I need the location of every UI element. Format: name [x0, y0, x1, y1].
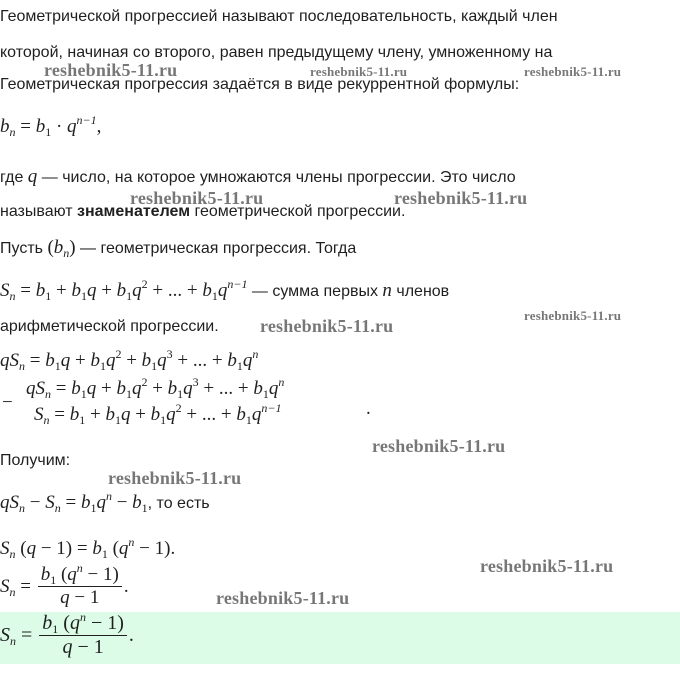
- watermark: reshebnik5-11.ru: [372, 436, 506, 456]
- watermark: reshebnik5-11.ru: [524, 64, 622, 79]
- sum-post-pre: — сумма первых: [247, 283, 383, 300]
- explain-pre: где: [0, 169, 28, 186]
- let-pre: Пусть: [0, 240, 48, 257]
- fraction-1-period: .: [123, 575, 129, 597]
- recurrent-formula: $b_n = b_1 \cdot q^{n-1}$,: [0, 113, 102, 139]
- system-line-2: $S_n = b_1 + b_1q + b_1q^2$ + ... + $b_1q^{n-1}$: [34, 401, 282, 427]
- sum-post-post: членов: [391, 283, 450, 300]
- explain-line2-pre: называют: [0, 203, 78, 220]
- final-period: .: [128, 624, 134, 646]
- watermark: reshebnik5-11.ru: [108, 468, 242, 488]
- formula-comma: ,: [96, 116, 102, 137]
- denominator-term: знаменателем: [77, 203, 191, 220]
- let-line: [0, 237, 356, 259]
- final-fraction: $\frac{b_1 (q^n - 1)}{q - 1}$: [39, 612, 127, 659]
- system-period: .: [366, 398, 371, 419]
- watermark: reshebnik5-11.ru: [394, 188, 528, 208]
- watermark: reshebnik5-11.ru: [44, 60, 178, 80]
- result-mid: , то есть: [147, 495, 210, 512]
- difference-formula: $qS_n - S_n = b_1q^n - b_1$: [0, 489, 148, 515]
- qsn-formula: $qS_n = b_1q + b_1q^2 + b_1q^3$ + ... + $b_1q^n$: [0, 347, 259, 373]
- fraction-1: $\frac{b_1 (q^n - 1)}{q - 1}$: [38, 564, 122, 609]
- q-symbol: q: [27, 166, 38, 187]
- sum-definition-line-2: арифметической прогрессии.: [0, 318, 219, 335]
- sum-formula: $S_n = b_1 + b_1q + b_1q^2$ + ... + $b_1q^{n-1}$: [0, 277, 248, 303]
- watermark: reshebnik5-11.ru: [480, 556, 614, 576]
- watermark: reshebnik5-11.ru: [524, 308, 622, 323]
- n-symbol: n: [382, 280, 392, 301]
- minus-sign: −: [2, 392, 13, 413]
- watermark: reshebnik5-11.ru: [130, 188, 264, 208]
- final-formula: $S_n$ = $\frac{b_1 (q^n - 1)}{q - 1}$ .: [0, 610, 134, 658]
- explain-post: — число, на которое умножаются члены прогрессии. Это число: [37, 169, 516, 186]
- explain-line2-post: геометрической прогрессии.: [190, 203, 406, 220]
- obtained-label: Получим:: [0, 452, 71, 469]
- intro-line-1: Геометрической прогрессией называют последовательность, каждый член: [0, 8, 558, 25]
- watermark: reshebnik5-11.ru: [216, 588, 350, 608]
- intro-line-2: которой, начиная со второго, равен предыдущему члену, умноженному на: [0, 44, 553, 61]
- factored-period: .: [170, 538, 176, 559]
- difference-line: [0, 489, 210, 515]
- let-post: — геометрическая прогрессия. Тогда: [75, 240, 357, 257]
- explain-line-1: [0, 166, 516, 188]
- intro-line-3: Геометрическая прогрессия задаётся в виде рекуррентной формулы:: [0, 76, 520, 93]
- sum-definition: [0, 277, 450, 303]
- system-line-1: $qS_n = b_1q + b_1q^2 + b_1q^3$ + ... + $b_1q^n$: [26, 375, 285, 401]
- factored-formula: $S_n$ $(q - 1) = b_1$ $(q^n - 1)$.: [0, 535, 176, 561]
- fraction-formula-1: $S_n$ = $\frac{b_1 (q^n - 1)}{q - 1}$ .: [0, 561, 129, 608]
- watermark: reshebnik5-11.ru: [260, 316, 394, 336]
- sequence-symbol: $(b_n)$: [47, 237, 76, 260]
- watermark: reshebnik5-11.ru: [310, 64, 408, 79]
